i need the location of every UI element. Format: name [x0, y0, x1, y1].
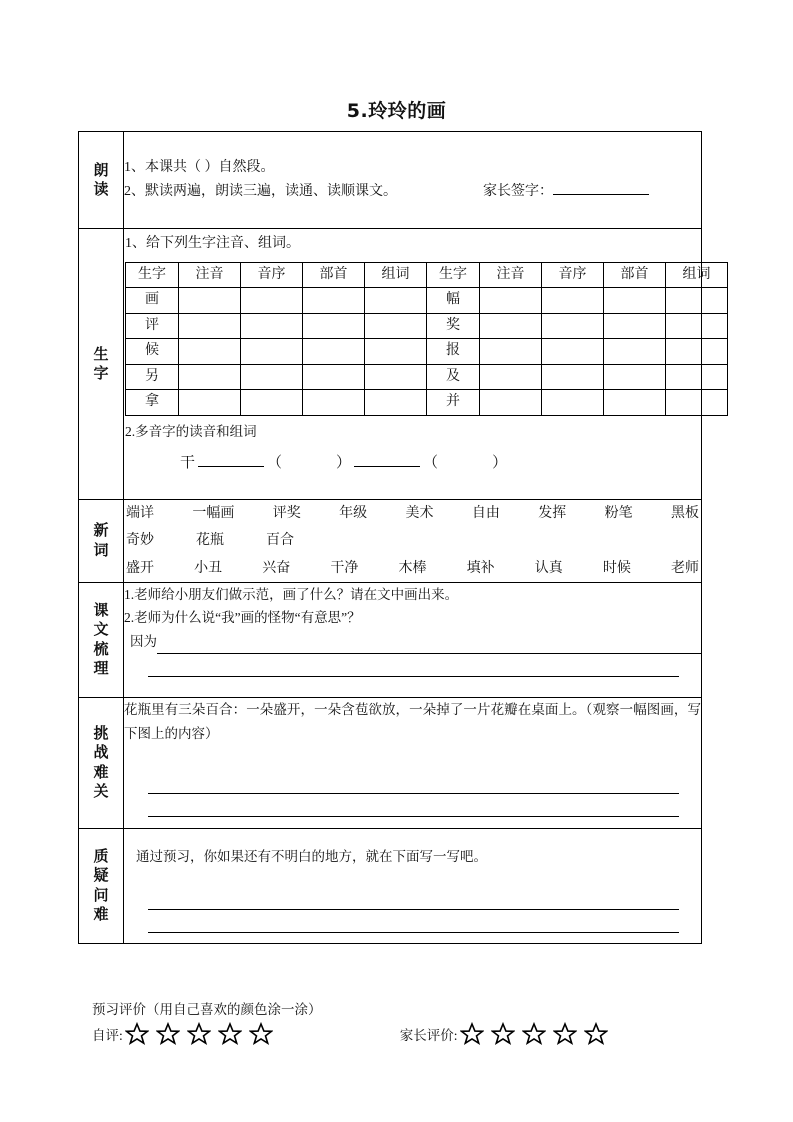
self-evaluation-stars[interactable] [125, 1022, 280, 1046]
answer-cell-pinyin[interactable] [179, 288, 241, 314]
answer-cell-radical[interactable] [604, 313, 666, 339]
answer-cell-word[interactable] [365, 288, 427, 314]
evaluation-ratings [92, 1022, 712, 1046]
star-outline-icon[interactable] [553, 1022, 577, 1046]
answer-cell-initial[interactable] [241, 339, 303, 365]
new-words-content [124, 500, 702, 583]
answer-cell-radical[interactable] [303, 313, 365, 339]
character-cell: 另 [126, 364, 179, 390]
character-grid-row [126, 339, 728, 365]
character-cell: 及 [427, 364, 480, 390]
answer-rule-1[interactable] [157, 638, 701, 654]
word-item: 花瓶 [196, 533, 224, 549]
answer-cell-radical[interactable] [303, 364, 365, 390]
character-grid-row [126, 364, 728, 390]
word-item: 盛开 [126, 560, 154, 576]
answer-cell-radical[interactable] [303, 339, 365, 365]
word-item: 黑板 [671, 506, 699, 521]
table-row-challenge [79, 697, 702, 828]
questions-rule-1[interactable] [148, 887, 679, 910]
questions-content [124, 828, 702, 943]
answer-cell-radical[interactable] [604, 288, 666, 314]
row-label-challenge: 挑 战 难 关 [79, 697, 124, 828]
answer-cell-pinyin[interactable] [179, 390, 241, 416]
polyphone-exercise: 干 （ ） （ ） [180, 455, 508, 472]
answer-cell-word[interactable] [666, 364, 728, 390]
answer-cell-pinyin[interactable] [480, 288, 542, 314]
answer-cell-word[interactable] [666, 288, 728, 314]
grid-header-cell: 音序 [241, 262, 303, 288]
answer-cell-initial[interactable] [542, 339, 604, 365]
star-outline-icon[interactable] [522, 1022, 546, 1046]
star-outline-icon[interactable] [156, 1022, 180, 1046]
character-cell: 拿 [126, 390, 179, 416]
answer-cell-radical[interactable] [303, 288, 365, 314]
row-label-questions: 质 疑 问 难 [79, 828, 124, 943]
table-row-reading [79, 132, 702, 229]
word-item: 端详 [126, 506, 154, 521]
evaluation-section [92, 998, 712, 1046]
polyphone-rule-1[interactable] [198, 466, 264, 467]
worksheet-table [78, 131, 711, 944]
character-cell: 并 [427, 390, 480, 416]
word-item: 干净 [330, 560, 359, 576]
character-grid-row [126, 390, 728, 416]
answer-cell-word[interactable] [666, 390, 728, 416]
answer-cell-initial[interactable] [241, 364, 303, 390]
parent-signature-field[interactable] [483, 180, 649, 205]
character-grid [125, 262, 728, 416]
star-outline-icon[interactable] [187, 1022, 211, 1046]
star-outline-icon[interactable] [218, 1022, 242, 1046]
character-cell: 候 [126, 339, 179, 365]
star-outline-icon[interactable] [584, 1022, 608, 1046]
characters-intro: 1、给下列生字注音、组词。 [125, 236, 300, 251]
star-outline-icon[interactable] [249, 1022, 273, 1046]
questions-prompt: 通过预习，你如果还有不明白的地方，就在下面写一写吧。 [136, 848, 487, 864]
character-grid-row [126, 313, 728, 339]
answer-cell-initial[interactable] [241, 288, 303, 314]
word-item: 木棒 [398, 560, 427, 576]
challenge-rule-1[interactable] [148, 771, 679, 794]
text-review-question-2: 2.老师为什么说“我”画的怪物“有意思”？ [124, 610, 361, 626]
character-grid-row [126, 288, 728, 314]
text-review-question-1: 1.老师给小朋友们做示范，画了什么？请在文中画出来。 [124, 586, 459, 602]
parent-evaluation-stars[interactable] [460, 1022, 615, 1046]
answer-cell-pinyin[interactable] [480, 364, 542, 390]
answer-cell-radical[interactable] [604, 364, 666, 390]
page-title: 5.玲玲的画 [346, 100, 447, 122]
word-item: 自由 [471, 506, 500, 521]
word-row [124, 527, 701, 554]
answer-cell-initial[interactable] [542, 390, 604, 416]
answer-cell-initial[interactable] [241, 313, 303, 339]
table-row-characters [79, 229, 702, 500]
answer-cell-pinyin[interactable] [480, 390, 542, 416]
text-review-answer-row [124, 630, 701, 654]
challenge-content [124, 697, 702, 828]
answer-cell-pinyin[interactable] [480, 313, 542, 339]
grid-header-cell: 注音 [480, 262, 542, 288]
character-cell: 幅 [427, 288, 480, 314]
answer-cell-word[interactable] [666, 339, 728, 365]
row-label-characters: 生 字 [79, 229, 124, 500]
text-review-content [124, 582, 702, 697]
questions-rule-2[interactable] [148, 910, 679, 933]
answer-cell-initial[interactable] [542, 364, 604, 390]
character-grid-header-row [126, 262, 728, 288]
answer-cell-word[interactable] [365, 364, 427, 390]
evaluation-heading: 预习评价（用自己喜欢的颜色涂一涂） [92, 1002, 322, 1017]
grid-header-cell: 部首 [303, 262, 365, 288]
table-row-questions [79, 828, 702, 943]
row-label-text-review: 课 文 梳 理 [79, 582, 124, 697]
parent-signature-label: 家长签字： [483, 184, 553, 199]
word-item: 发挥 [538, 506, 567, 521]
answer-lead-label: 因为 [130, 634, 157, 650]
star-outline-icon[interactable] [125, 1022, 149, 1046]
reading-task-1: 1、本课共（ ）自然段。 [124, 159, 275, 175]
row-label-reading: 朗 读 [79, 132, 124, 229]
polyphone-character: 干 [180, 455, 196, 472]
word-item: 认真 [534, 560, 563, 576]
challenge-rule-2[interactable] [148, 794, 679, 817]
word-item: 百合 [266, 533, 294, 549]
answer-cell-radical[interactable] [303, 390, 365, 416]
word-item: 粉笔 [604, 506, 633, 521]
reading-content [124, 132, 702, 229]
word-item: 兴奋 [262, 560, 291, 576]
grid-header-cell: 部首 [604, 262, 666, 288]
word-item: 老师 [671, 560, 699, 576]
word-row [124, 500, 701, 527]
parent-evaluation-group [400, 1022, 615, 1046]
star-outline-icon[interactable] [460, 1022, 484, 1046]
reading-task-2-row [124, 180, 701, 205]
character-cell: 评 [126, 313, 179, 339]
grid-header-cell: 组词 [666, 262, 728, 288]
parent-evaluation-label: 家长评价: [399, 1028, 458, 1043]
answer-cell-radical[interactable] [604, 339, 666, 365]
polyphone-rule-2[interactable] [354, 466, 420, 467]
grid-header-cell: 生字 [427, 262, 480, 288]
answer-cell-pinyin[interactable] [179, 339, 241, 365]
word-item: 美术 [405, 506, 434, 521]
characters-content [124, 229, 711, 500]
answer-rule-2[interactable] [148, 654, 679, 677]
character-cell: 画 [126, 288, 179, 314]
word-item: 一幅画 [192, 506, 235, 521]
answer-cell-pinyin[interactable] [179, 313, 241, 339]
polyphone-intro: 2.多音字的读音和组词 [125, 423, 257, 439]
word-item: 评奖 [272, 506, 301, 521]
answer-cell-word[interactable] [666, 313, 728, 339]
table-row-new-words [79, 500, 702, 583]
word-item: 小丑 [194, 560, 223, 576]
answer-cell-word[interactable] [365, 390, 427, 416]
answer-cell-initial[interactable] [542, 288, 604, 314]
signature-rule[interactable] [553, 194, 649, 195]
reading-task-2: 2、默读两遍，朗读三遍，读通、读顺课文。 [124, 184, 397, 199]
grid-header-cell: 注音 [179, 262, 241, 288]
self-evaluation-group [92, 1022, 280, 1046]
grid-header-cell: 组词 [365, 262, 427, 288]
word-item: 时候 [602, 560, 631, 576]
answer-cell-initial[interactable] [542, 313, 604, 339]
challenge-prompt: 花瓶里有三朵百合：一朵盛开，一朵含苞欲放，一朵掉了一片花瓣在桌面上。（观察一幅图画，写下图上的内容） [124, 701, 701, 742]
character-cell: 报 [427, 339, 480, 365]
answer-cell-radical[interactable] [604, 390, 666, 416]
character-cell: 奖 [427, 313, 480, 339]
row-label-new-words: 新 词 [79, 500, 124, 583]
answer-cell-initial[interactable] [241, 390, 303, 416]
grid-header-cell: 音序 [542, 262, 604, 288]
table-row-text-review [79, 582, 702, 697]
word-row [124, 555, 701, 582]
word-item: 填补 [466, 560, 495, 576]
word-item: 年级 [339, 506, 368, 521]
answer-cell-pinyin[interactable] [480, 339, 542, 365]
grid-header-cell: 生字 [126, 262, 179, 288]
answer-cell-word[interactable] [365, 339, 427, 365]
star-outline-icon[interactable] [491, 1022, 515, 1046]
self-evaluation-label: 自评: [92, 1028, 123, 1043]
word-item: 奇妙 [126, 533, 154, 549]
answer-cell-pinyin[interactable] [179, 364, 241, 390]
answer-cell-word[interactable] [365, 313, 427, 339]
